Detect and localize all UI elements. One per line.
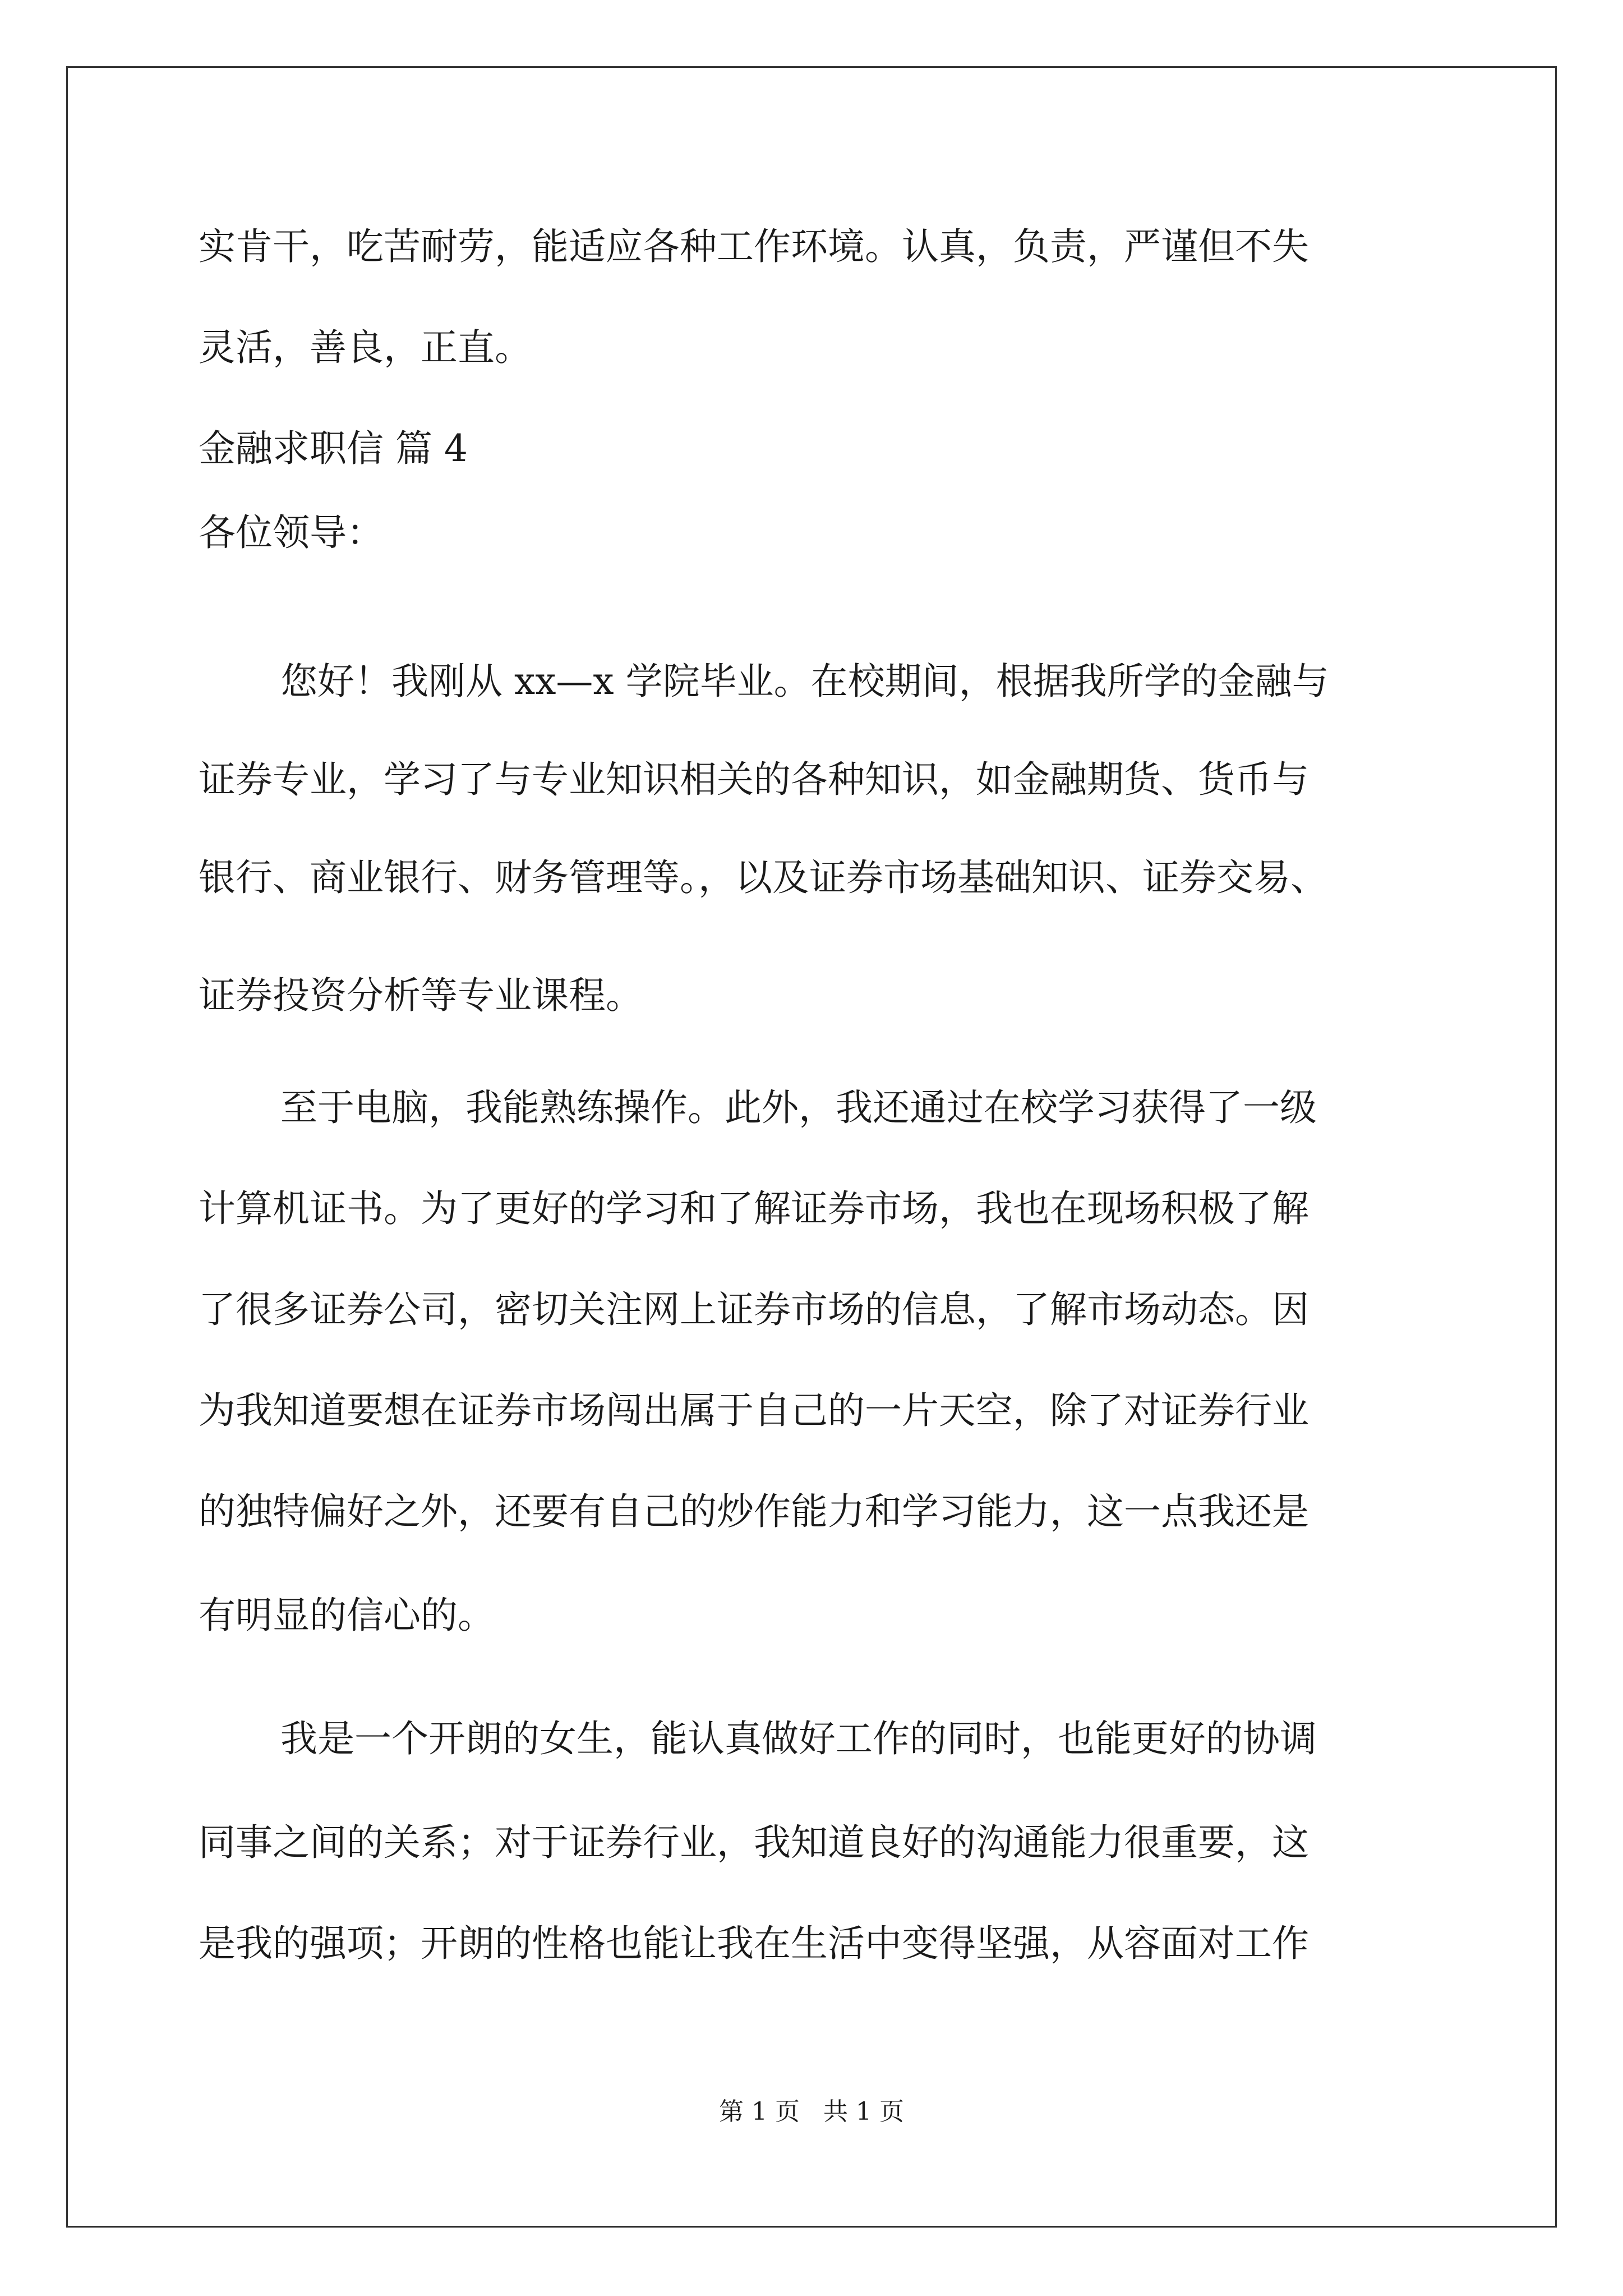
body-line-2: 灵活，善良，正直。 [199,326,532,369]
para2-line-3: 了很多证券公司，密切关注网上证券市场的信息，了解市场动态。因 [199,1288,1309,1331]
para3-line-1: 我是一个开朗的女生，能认真做好工作的同时，也能更好的协调 [280,1717,1317,1760]
para2-line-6: 有明显的信心的。 [199,1594,495,1637]
para1-line-2: 证券专业，学习了与专业知识相关的各种知识，如金融期货、货币与 [199,758,1309,801]
body-line-1: 实肯干，吃苦耐劳，能适应各种工作环境。认真，负责，严谨但不失 [199,225,1309,268]
page-border [66,66,1557,2228]
section-heading: 金融求职信 篇 4 [199,427,468,470]
salutation: 各位领导： [199,511,384,554]
para1-line-3: 银行、商业银行、财务管理等。，以及证券市场基础知识、证券交易、 [199,856,1327,899]
para1-line-4: 证券投资分析等专业课程。 [199,974,643,1017]
para2-line-1: 至于电脑，我能熟练操作。此外，我还通过在校学习获得了一级 [280,1086,1317,1129]
page-number-footer: 第 1 页 共 1 页 [719,2097,904,2126]
para2-line-5: 的独特偏好之外，还要有自己的炒作能力和学习能力，这一点我还是 [199,1490,1309,1533]
para2-line-2: 计算机证书。为了更好的学习和了解证券市场，我也在现场积极了解 [199,1187,1309,1230]
para3-line-3: 是我的强项；开朗的性格也能让我在生活中变得坚强，从容面对工作 [199,1922,1309,1965]
para3-line-2: 同事之间的关系；对于证券行业，我知道良好的沟通能力很重要，这 [199,1821,1309,1864]
para2-line-4: 为我知道要想在证券市场闯出属于自己的一片天空，除了对证券行业 [199,1389,1309,1432]
para1-line-1: 您好！我刚从 xx—x 学院毕业。在校期间，根据我所学的金融与 [280,660,1329,703]
